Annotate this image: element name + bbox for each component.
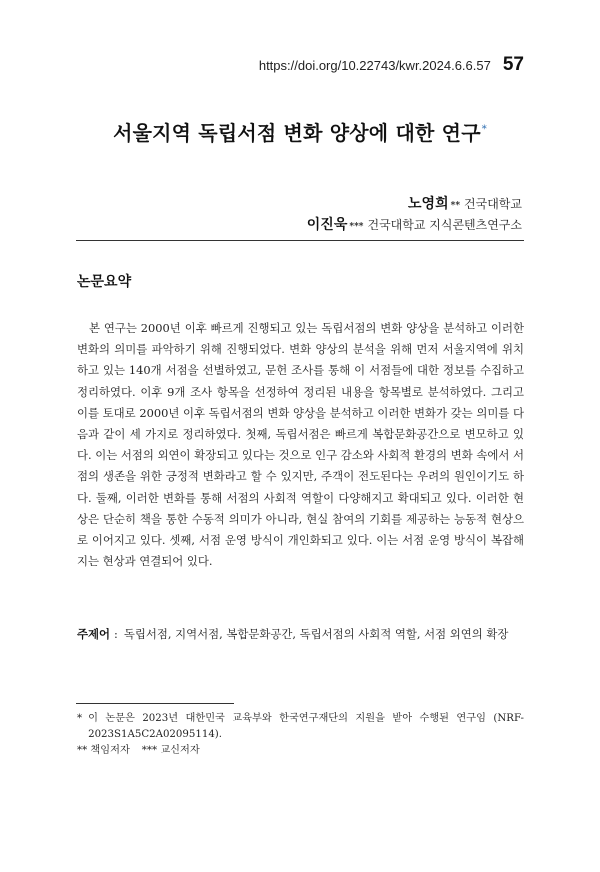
author-2 [307, 214, 522, 234]
footnote-co-author: *** 교신저자 [141, 745, 200, 756]
doi-link[interactable]: https://doi.org/10.22743/kwr.2024.6.6.57 [258, 58, 491, 73]
author-2-name: 이진욱 [306, 217, 348, 233]
page-number: 57 [502, 54, 524, 75]
author-1 [408, 193, 522, 213]
running-header [259, 54, 524, 76]
abstract-heading: 논문요약 [77, 274, 132, 290]
author-2-mark: *** [349, 222, 364, 232]
footnotes [77, 711, 524, 759]
paper-title-text: 서울지역 독립서점 변화 양상에 대한 연구 [113, 121, 481, 145]
header-divider [76, 240, 524, 241]
footnote-funding-text: 이 논문은 2023년 대한민국 교육부와 한국연구재단의 지원을 받아 수행된 연구임 (NRF-2023S1A5C2A02095114). [88, 713, 524, 740]
keywords-label: 주제어 [77, 627, 111, 641]
keywords-separator: : [114, 627, 118, 641]
footnote-funding-mark: * [77, 713, 83, 724]
footnote-corresponding: ** 책임저자 [77, 745, 130, 756]
footnote-divider [76, 703, 234, 704]
footnote-author-roles [77, 743, 524, 759]
title-footnote-mark[interactable]: * [481, 124, 487, 136]
paper-title [0, 117, 600, 146]
author-1-name: 노영희 [408, 196, 449, 212]
author-2-affiliation: 건국대학교 지식콘텐츠연구소 [367, 218, 522, 232]
keywords [77, 625, 524, 643]
abstract-body: 본 연구는 2000년 이후 빠르게 진행되고 있는 독립서점의 변화 양상을 분석하고 이러한 변화의 의미를 파악하기 위해 진행되었다. 변화 양상의 분석을 위해 먼저 서울지역에 위치하고 있는 140개 서점을 선별하였고, 문헌 조사를 통해 이 서점들에 대한 정보를 수집하고 정리하였다. 이후 9개 조사 항목을 선정하여 정리된 내용을 항목별로 분석하였다. 그리고 이를 토대로 2000년 이후 독립서점의 변화 양상을 분석하고 이러한 변화가 갖는 의미를 다음과 같이 세 가지로 정리하였다. 첫째, 독립서점은 빠르게 복합문화공간으로 변모하고 있다. 이는 서점의 외연이 확장되고 있다는 것으로 인구 감소와 사회적 환경의 변화 속에서 서점의 생존을 위한 긍정적 변화라고 할 수 있지만, 주객이 전도된다는 우려의 원인이기도 하다. 둘째, 이러한 변화를 통해 서점의 사회적 역할이 다양해지고 확대되고 있다. 이러한 현상은 단순히 책을 통한 수동적 의미가 아니라, 현실 참여의 기회를 제공하는 능동적 현상으로 이어지고 있다. 셋째, 서점 운영 방식이 개인화되고 있다. 이는 서점 운영 방식이 복잡해지는 현상과 연결되어 있다. [77, 321, 524, 569]
author-1-affiliation: 건국대학교 [464, 197, 522, 211]
footnote-funding [77, 711, 524, 743]
author-1-mark: ** [450, 201, 461, 211]
keywords-text: 독립서점, 지역서점, 복합문화공간, 독립서점의 사회적 역할, 서점 외연의 확장 [123, 627, 509, 641]
